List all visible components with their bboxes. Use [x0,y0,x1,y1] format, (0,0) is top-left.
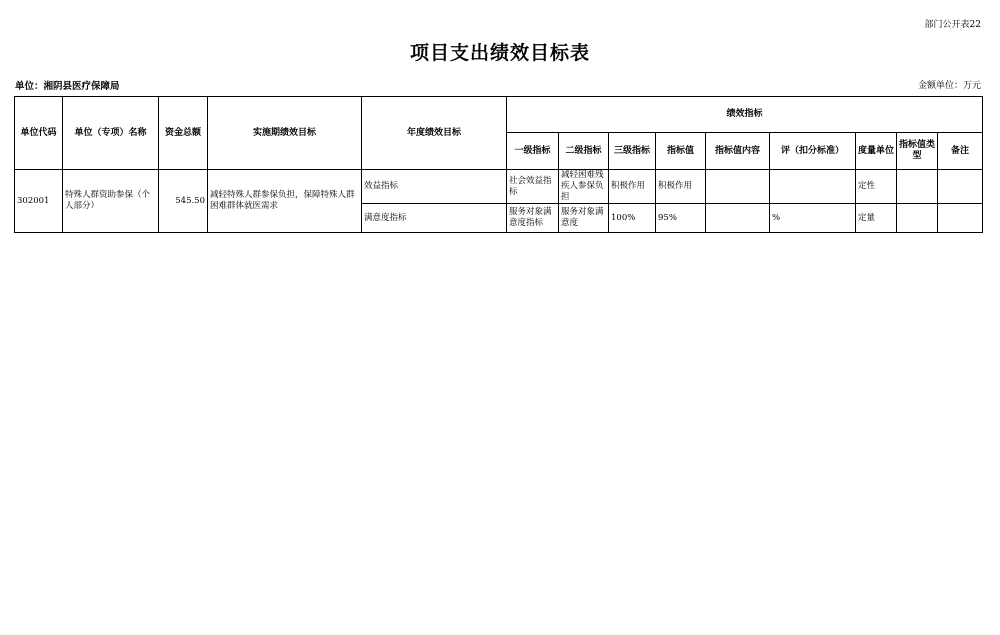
cell-period-goal: 减轻特殊人群参保负担，保障特殊人群困难群体就医需求 [208,170,362,233]
table-row [15,170,983,204]
cell-remarks [938,170,983,204]
header-indicator-value: 指标值 [656,133,706,170]
cell-level3: 100% [609,204,656,233]
header-indicator-type: 指标值类型 [897,133,938,170]
header-period-goal: 实施期绩效目标 [208,97,362,170]
cell-remarks [938,204,983,233]
header-level2: 二级指标 [559,133,609,170]
header-level3: 三级指标 [609,133,656,170]
header-row-1 [15,97,983,133]
cell-scoring [770,170,856,204]
header-performance-indicators: 绩效指标 [507,97,983,133]
cell-scoring: % [770,204,856,233]
header-unit-project-name: 单位（专项）名称 [63,97,159,170]
cell-level1: 服务对象满意度指标 [507,204,559,233]
cell-total-funds: 545.50 [159,170,208,233]
cell-measure-unit: 定性 [856,170,897,204]
performance-goal-table [14,96,983,233]
cell-indicator-value: 95% [656,204,706,233]
cell-level2: 服务对象满意度 [559,204,609,233]
header-annual-goal: 年度绩效目标 [362,97,507,170]
cell-unit-code: 302001 [15,170,63,233]
cell-measure-unit: 定量 [856,204,897,233]
cell-level3: 积极作用 [609,170,656,204]
header-level1: 一级指标 [507,133,559,170]
cell-level2: 减轻困难残疾人参保负担 [559,170,609,204]
header-total-funds: 资金总额 [159,97,208,170]
cell-annual-goal: 效益指标 [362,170,507,204]
cell-indicator-type [897,204,938,233]
cell-annual-goal: 满意度指标 [362,204,507,233]
header-measure-unit: 度量单位 [856,133,897,170]
amount-unit-label: 金额单位：万元 [917,81,981,91]
cell-indicator-content [706,204,770,233]
cell-indicator-content [706,170,770,204]
table-number-label: 部门公开表22 [924,20,981,30]
cell-level1: 社会效益指标 [507,170,559,204]
cell-unit-project-name: 特殊人群资助参保（个人部分） [63,170,159,233]
header-unit-code: 单位代码 [15,97,63,170]
unit-label: 单位：湘阴县医疗保障局 [15,81,120,92]
header-indicator-content: 指标值内容 [706,133,770,170]
cell-indicator-value: 积极作用 [656,170,706,204]
header-remarks: 备注 [938,133,983,170]
cell-indicator-type [897,170,938,204]
header-scoring: 评（扣分标准） [770,133,856,170]
page-title: 项目支出绩效目标表 [409,42,590,64]
